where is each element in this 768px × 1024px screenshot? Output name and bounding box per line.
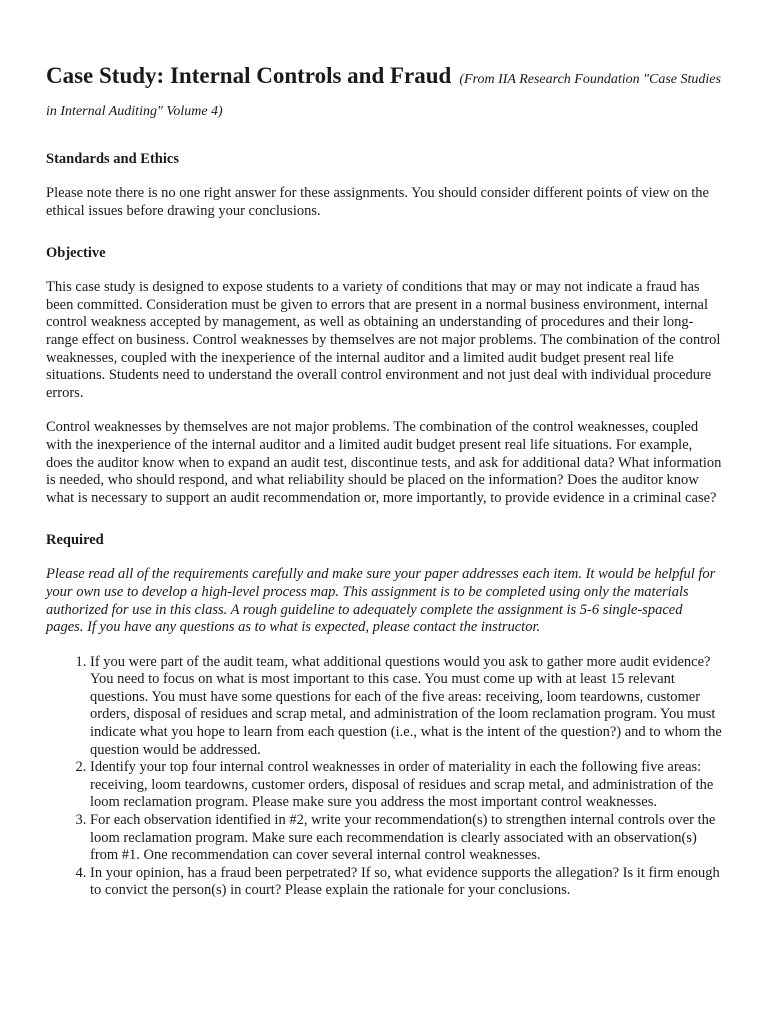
objective-paragraph-1: This case study is designed to expose students to a variety of conditions that may or may not indicate a fraud has been committed. Consideration must be given to errors that are present in a normal business environment, internal control weakness accepted by management, as well as obtaining an understanding of procedures and their long-range effect on business. Control weaknesses by themselves are not major problems. The combination of the control weaknesses, coupled with the inexperience of the internal auditor and a limited audit budget present real life situations. Students need to understand the overall control environment and not just deal with individual procedure errors.	[46, 279, 721, 401]
requirements-list	[46, 654, 722, 900]
title-source: (From IIA Research Foundation "Case Studies in Internal Auditing" Volume 4)	[46, 72, 721, 119]
objective-heading: Objective	[46, 245, 106, 262]
document-title	[46, 60, 722, 124]
objective-paragraph-2: Control weaknesses by themselves are not major problems. The combination of the control weaknesses, coupled with the inexperience of the internal auditor and a limited audit budget present real life situations. For example, does the auditor know when to expand an audit test, discontinue tests, and ask for additional data? What information is needed, who should respond, and what reliability should be placed on the information? Does the auditor know what is necessary to support an audit recommendation or, more importantly, to provide evidence in a criminal case?	[46, 419, 722, 506]
standards-paragraph: Please note there is no one right answer for these assignments. You should consider different points of view on the ethical issues before drawing your conclusions.	[46, 185, 709, 219]
list-item: 2. Identify your top four internal control weaknesses in order of materiality in each the following five areas: receiving, loom teardowns, customer orders, disposal of residues and scrap metal, and administration of the loom reclamation program. Please make sure you address the most important control weaknesses.	[90, 759, 722, 812]
title-main: Case Study: Internal Controls and Fraud	[46, 63, 452, 88]
list-item: 1. If you were part of the audit team, what additional questions would you ask to gather more audit evidence? You need to focus on what is most important to this case. You must come up with at least 15 relevant questions. You must have some questions for each of the five areas: receiving, loom teardowns, customer orders, disposal of residues and scrap metal, and administration of the loom reclamation program. You must indicate what you hope to learn from each question (i.e., what is the intent of the question?) and to whom the question would be addressed.	[90, 654, 722, 760]
required-heading: Required	[46, 532, 104, 549]
standards-heading: Standards and Ethics	[46, 151, 179, 167]
list-item: 4. In your opinion, has a fraud been perpetrated? If so, what evidence supports the allegation? Is it firm enough to convict the person(s) in court? Please explain the rationale for your conclusions.	[90, 865, 722, 900]
required-intro: Please read all of the requirements carefully and make sure your paper addresses each item. It would be helpful for your own use to develop a high-level process map. This assignment is to be completed using only the materials authorized for use in this class. A rough guideline to adequately complete the assignment is 5-6 single-spaced pages. If you have any questions as to what is expected, please contact the instructor.	[46, 566, 716, 636]
list-item: 3. For each observation identified in #2, write your recommendation(s) to strengthen internal controls over the loom reclamation program. Make sure each recommendation is clearly associated with an observation(s) from #1. One recommendation can cover several internal control weaknesses.	[90, 812, 722, 865]
